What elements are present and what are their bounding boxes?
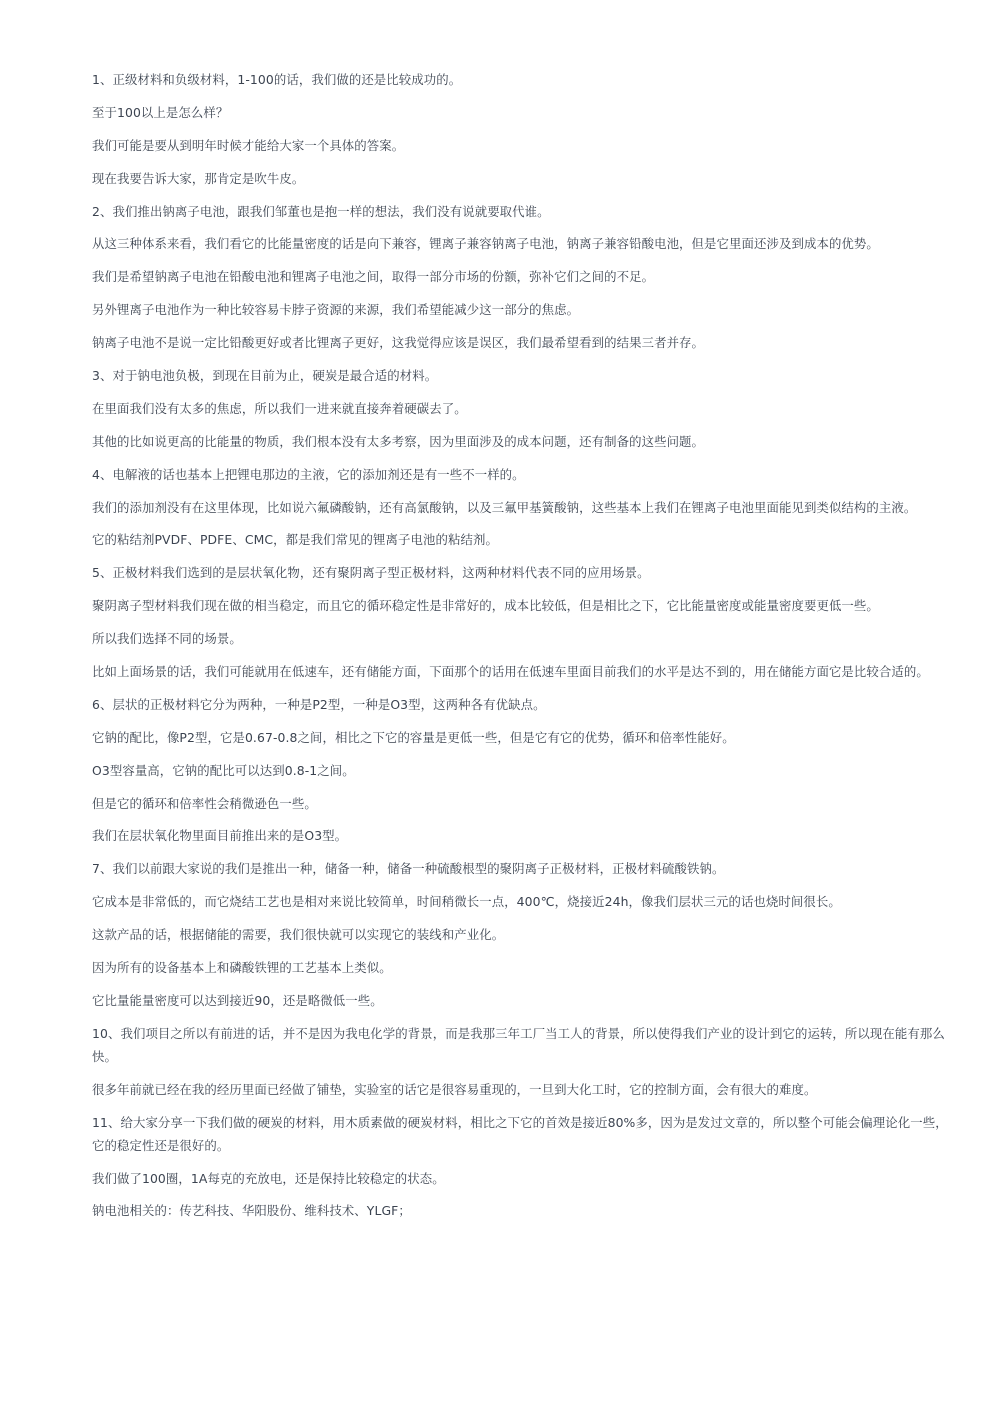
paragraph: 11、给大家分享一下我们做的硬炭的材料，用木质素做的硬炭材料，相比之下它的首效是接近80%多，因为是发过文章的，所以整个可能会偏理论化一些，它的稳定性还是很好的。 xyxy=(92,1114,948,1153)
document-body xyxy=(92,68,948,1232)
paragraph: 从这三种体系来看，我们看它的比能量密度的话是向下兼容，锂离子兼容钠离子电池，钠离子兼容铅酸电池，但是它里面还涉及到成本的优势。 xyxy=(92,236,879,252)
paragraph: 它钠的配比，像P2型，它是0.67-0.8之间，相比之下它的容量是更低一些，但是它有它的优势，循环和倍率性能好。 xyxy=(92,729,735,745)
paragraph: 1、正级材料和负级材料，1-100的话，我们做的还是比较成功的。 xyxy=(92,72,462,87)
paragraph: 10、我们项目之所以有前进的话，并不是因为我电化学的背景，而是我那三年工厂当工人的背景，所以使得我们产业的设计到它的运转，所以现在能有那么快。 xyxy=(92,1025,945,1064)
paragraph: 钠离子电池不是说一定比铅酸更好或者比锂离子更好，这我觉得应该是误区，我们最希望看到的结果三者并存。 xyxy=(92,335,705,351)
paragraph: 7、我们以前跟大家说的我们是推出一种，储备一种，储备一种硫酸根型的聚阴离子正极材料，正极材料硫酸铁钠。 xyxy=(92,861,725,877)
paragraph: 它成本是非常低的，而它烧结工艺也是相对来说比较简单，时间稍微长一点，400℃，烧接近24h，像我们层状三元的话也烧时间很长。 xyxy=(92,894,841,910)
paragraph: 在里面我们没有太多的焦虑，所以我们一进来就直接奔着硬碳去了。 xyxy=(92,400,467,416)
paragraph: 另外锂离子电池作为一种比较容易卡脖子资源的来源，我们希望能减少这一部分的焦虑。 xyxy=(92,302,580,318)
paragraph: 6、层状的正极材料它分为两种，一种是P2型，一种是O3型，这两种各有优缺点。 xyxy=(92,696,546,712)
paragraph: 所以我们选择不同的场景。 xyxy=(92,631,242,647)
paragraph: 它比量能量密度可以达到接近90，还是略微低一些。 xyxy=(92,992,383,1008)
paragraph: 这款产品的话，根据储能的需要，我们很快就可以实现它的装线和产业化。 xyxy=(92,927,505,943)
paragraph: 很多年前就已经在我的经历里面已经做了铺垫，实验室的话它是很容易重现的，一旦到大化工时，它的控制方面，会有很大的难度。 xyxy=(92,1081,817,1097)
paragraph: 至于100以上是怎么样？ xyxy=(92,104,229,120)
paragraph: 比如上面场景的话，我们可能就用在低速车，还有储能方面，下面那个的话用在低速车里面目前我们的水平是达不到的，用在储能方面它是比较合适的。 xyxy=(92,664,929,680)
paragraph: 3、对于钠电池负极，到现在目前为止，硬炭是最合适的材料。 xyxy=(92,368,438,384)
paragraph: 我们可能是要从到明年时候才能给大家一个具体的答案。 xyxy=(92,137,405,153)
paragraph: 4、电解液的话也基本上把锂电那边的主液，它的添加剂还是有一些不一样的。 xyxy=(92,466,525,482)
paragraph: O3型容量高，它钠的配比可以达到0.8-1之间。 xyxy=(92,762,355,778)
paragraph: 我们是希望钠离子电池在铅酸电池和锂离子电池之间，取得一部分市场的份额，弥补它们之间的不足。 xyxy=(92,269,655,285)
paragraph: 它的粘结剂PVDF、PDFE、CMC，都是我们常见的锂离子电池的粘结剂。 xyxy=(92,532,498,548)
paragraph: 因为所有的设备基本上和磷酸铁锂的工艺基本上类似。 xyxy=(92,960,392,976)
paragraph: 但是它的循环和倍率性会稍微逊色一些。 xyxy=(92,795,317,811)
paragraph: 5、正极材料我们选到的是层状氧化物，还有聚阴离子型正极材料，这两种材料代表不同的应用场景。 xyxy=(92,565,650,581)
paragraph: 我们在层状氧化物里面目前推出来的是O3型。 xyxy=(92,828,348,844)
paragraph: 我们做了100圈，1A每克的充放电，还是保持比较稳定的状态。 xyxy=(92,1170,445,1186)
paragraph: 钠电池相关的：传艺科技、华阳股份、维科技术、YLGF； xyxy=(92,1203,411,1219)
paragraph: 2、我们推出钠离子电池，跟我们邹董也是抱一样的想法，我们没有说就要取代谁。 xyxy=(92,203,550,219)
paragraph: 我们的添加剂没有在这里体现，比如说六氟磷酸钠，还有高氯酸钠，以及三氟甲基簧酸钠，这些基本上我们在锂离子电池里面能见到类似结构的主液。 xyxy=(92,499,917,515)
paragraph: 现在我要告诉大家，那肯定是吹牛皮。 xyxy=(92,170,305,186)
paragraph: 聚阴离子型材料我们现在做的相当稳定，而且它的循环稳定性是非常好的，成本比较低，但是相比之下，它比能量密度或能量密度要更低一些。 xyxy=(92,598,879,614)
paragraph: 其他的比如说更高的比能量的物质，我们根本没有太多考察，因为里面涉及的成本问题，还有制备的这些问题。 xyxy=(92,433,705,449)
